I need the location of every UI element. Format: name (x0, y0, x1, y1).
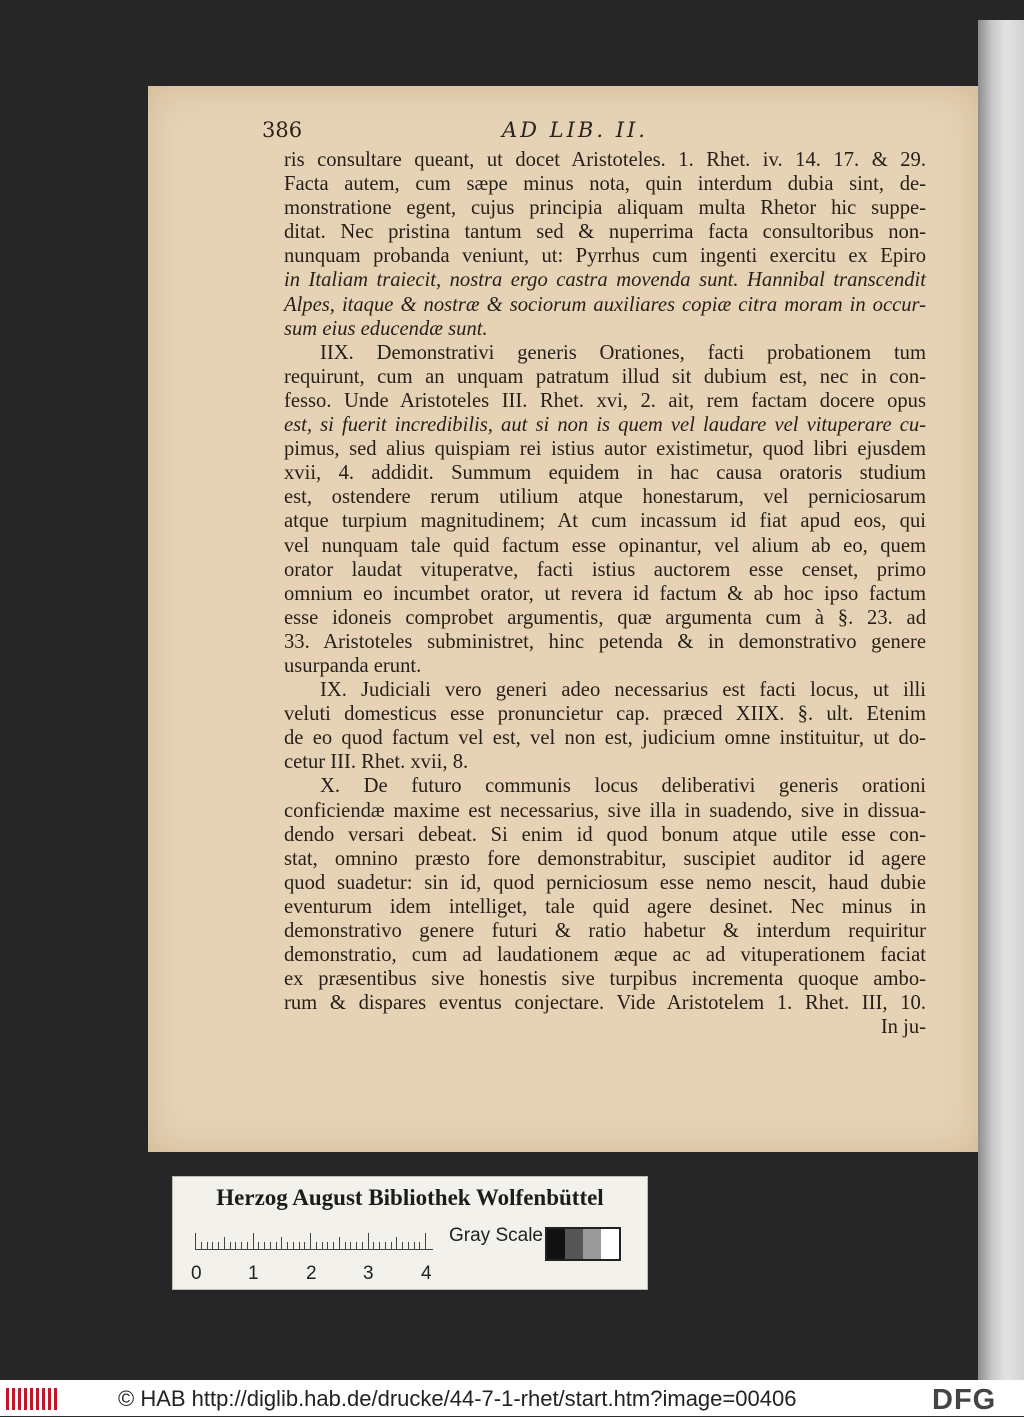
ruler-tick (379, 1242, 380, 1249)
text-line: 33. Aristoteles subministret, hinc petenda & in demonstrativo genere (284, 630, 926, 653)
ruler-tick (402, 1242, 403, 1249)
hab-logo-icon (4, 1384, 64, 1412)
ruler-tick (310, 1233, 311, 1249)
dfg-logo: DFG (932, 1384, 997, 1416)
paragraph-start-ix: IX. Judiciali vero generi adeo necessarius est facti locus, ut illi (320, 679, 926, 702)
ruler-tick (258, 1242, 259, 1249)
running-head-title: AD LIB. II. (502, 118, 648, 142)
text-line: demonstrativo genere futuri & ratio habetur & interdum requiritur (284, 920, 926, 942)
text-line: pimus, sed alius quispiam rei istius autor existimetur, quod libri ejusdem (284, 438, 926, 461)
text-line: cetur III. Rhet. xvii, 8. (284, 751, 469, 774)
gray-swatch (565, 1229, 583, 1259)
text-line: in Italiam traiecit, nostra ergo castra movenda sunt. Hannibal transcendit (284, 269, 926, 292)
ruler-tick (201, 1242, 202, 1249)
ruler-tick (304, 1242, 305, 1249)
catchword: In ju- (880, 1016, 926, 1039)
ruler-tick (207, 1242, 208, 1249)
ruler-tick (224, 1237, 225, 1249)
ruler-tick (195, 1233, 196, 1249)
ruler-tick (408, 1242, 409, 1249)
text-line: requirunt, cum an unquam patratum illud sit dubium est, nec in con- (284, 365, 926, 388)
ruler-tick (414, 1242, 415, 1249)
ruler-tick (333, 1242, 334, 1249)
text-line: stat, omnino præsto fore demonstrabitur, suscipiet auditor id agere (284, 847, 926, 870)
ruler-tick (339, 1237, 340, 1249)
ruler-tick (345, 1242, 346, 1249)
ruler-tick (212, 1242, 213, 1249)
permalink-link[interactable]: © HAB http://diglib.hab.de/drucke/44-7-1-rhet/start.htm?image=00406 (118, 1386, 797, 1411)
ruler-tick (316, 1242, 317, 1249)
ruler-number: 3 (363, 1263, 374, 1284)
ruler-number: 0 (191, 1263, 202, 1284)
text-line: Alpes, itaque & nostræ & sociorum auxiliares copiæ citra moram in occur- (284, 293, 926, 316)
text-line: orator laudat vituperatve, facti istius auctorem esse censet, primo (284, 558, 926, 581)
ruler-tick (322, 1242, 323, 1249)
ruler-tick (385, 1242, 386, 1249)
ruler-tick (218, 1242, 219, 1249)
ruler-tick (235, 1242, 236, 1249)
text-line: conficiendæ maxime est necessarius, sive illa in suadendo, sive in dissua- (284, 799, 926, 822)
ruler-tick (368, 1233, 369, 1249)
gray-scale-swatches (545, 1227, 621, 1261)
text-line: usurpanda erunt. (284, 654, 422, 677)
text-line: rum & dispares eventus conjectare. Vide Aristotelem 1. Rhet. III, 10. (284, 992, 926, 1015)
text-line: est, ostendere rerum utilium atque honestarum, vel perniciosarum (284, 486, 926, 509)
gray-scale-label: Gray Scale (449, 1225, 543, 1246)
ruler-tick (327, 1242, 328, 1249)
ruler-tick (373, 1242, 374, 1249)
text-line: omnium eo incumbet orator, ut revera id factum & ab hoc ipso factum (284, 582, 926, 605)
body-text (284, 148, 926, 1039)
ruler-tick (276, 1242, 277, 1249)
ruler-tick (350, 1242, 351, 1249)
ruler-tick (419, 1242, 420, 1249)
ruler-tick (391, 1242, 392, 1249)
library-name: Herzog August Bibliothek Wolfenbüttel (216, 1185, 604, 1210)
text-line: ditat. Nec pristina tantum sed & nuperrima facta consultoribus non- (284, 221, 926, 244)
gray-swatch (601, 1229, 619, 1259)
ruler-number: 2 (306, 1263, 317, 1284)
text-line: Facta autem, cum sæpe minus nota, quin interdum dubia sint, de- (284, 173, 926, 196)
text-line: eventurum idem intelliget, tale quid agere desinet. Nec minus in (284, 895, 926, 918)
page-number: 386 (262, 118, 303, 142)
text-line: quod suadetur: sin id, quod perniciosum esse nemo nescit, haud dubie (284, 871, 926, 894)
ruler-tick (299, 1242, 300, 1249)
text-line: veluti domesticus esse pronuncietur cap. præced XIIX. §. ult. Etenim (284, 703, 926, 726)
ruler-number: 1 (248, 1263, 259, 1284)
ruler-line (195, 1249, 433, 1250)
text-line: fesso. Unde Aristoteles III. Rhet. xvi, 2. ait, rem factam docere opus (284, 389, 926, 412)
ruler-tick (281, 1237, 282, 1249)
paragraph-start-x: X. De futuro communis locus deliberativi generis orationi (320, 775, 926, 798)
viewer-footer (0, 1380, 1024, 1416)
running-head (262, 118, 932, 148)
ruler-tick (270, 1242, 271, 1249)
text-line: esse idoneis comprobet argumentis, quæ argumenta cum à §. 23. ad (284, 606, 926, 629)
text-line: nunquam probanda veniunt, ut: Pyrrhus cum ingenti exercitu ex Epiro (284, 245, 926, 268)
text-line: vel nunquam tale quid factum esse opinantur, vel alium ab eo, quem (284, 534, 926, 557)
text-line: ex præsentibus sive honestis sive turpibus incrementa quoque ambo- (284, 968, 926, 991)
text-line: dendo versari debeat. Si enim id quod bonum atque utile esse con- (284, 823, 926, 846)
color-calibration-card (172, 1176, 648, 1290)
ruler-tick (362, 1242, 363, 1249)
text-line: xvii, 4. addidit. Summum equidem in hac causa oratoris studium (284, 462, 926, 485)
ruler-tick (425, 1233, 426, 1249)
ruler-tick (241, 1242, 242, 1249)
gray-swatch (547, 1229, 565, 1259)
text-line: demonstratio, cum ad laudationem æque ac ad vituperationem faciat (284, 944, 926, 967)
adjacent-page-edge (978, 20, 1024, 1380)
ruler-tick (293, 1242, 294, 1249)
text-line: de eo quod factum vel est, vel non est, judicium omne instituitur, ut do- (284, 727, 926, 750)
ruler-number: 4 (421, 1263, 432, 1284)
ruler-tick (247, 1242, 248, 1249)
text-line: monstratione egent, cujus principia aliquam multa Rhetor hic suppe- (284, 197, 926, 220)
ruler-tick (287, 1242, 288, 1249)
text-line: atque turpium magnitudinem; At cum incassum id fiat apud eos, qui (284, 510, 926, 533)
ruler-tick (356, 1242, 357, 1249)
ruler-tick (396, 1237, 397, 1249)
paragraph-start-iix: IIX. Demonstrativi generis Orationes, facti probationem tum (320, 341, 926, 364)
measurement-ruler (191, 1223, 445, 1284)
text-line: sum eius educendæ sunt. (284, 317, 488, 340)
text-line: est, si fuerit incredibilis, aut si non is quem vel laudare vel vituperare cu- (284, 414, 926, 437)
text-line: ris consultare queant, ut docet Aristoteles. 1. Rhet. iv. 14. 17. & 29. (284, 149, 926, 171)
gray-swatch (583, 1229, 601, 1259)
ruler-tick (253, 1233, 254, 1249)
ruler-tick (264, 1242, 265, 1249)
ruler-tick (230, 1242, 231, 1249)
